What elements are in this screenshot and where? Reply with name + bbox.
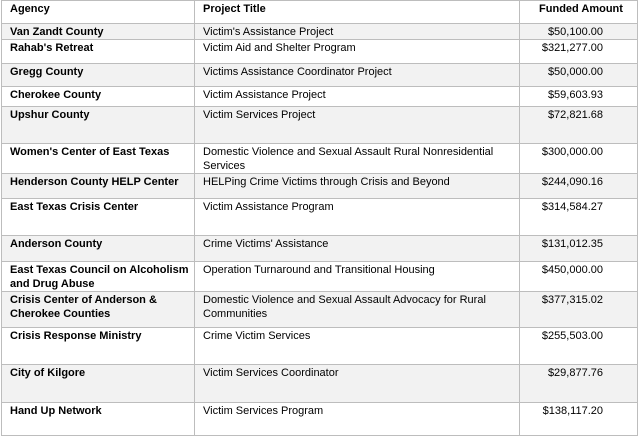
- table-row: [2, 24, 638, 40]
- project-title-cell: Victim Aid and Shelter Program: [195, 40, 520, 64]
- project-title-cell: Operation Turnaround and Transitional Housing: [195, 262, 520, 292]
- agency-cell: Crisis Response Ministry: [2, 328, 195, 365]
- agency-cell: Rahab's Retreat: [2, 40, 195, 64]
- project-title-cell: Victim Assistance Program: [195, 199, 520, 236]
- funded-amount-cell: $59,603.93: [520, 87, 638, 107]
- agency-cell: Gregg County: [2, 64, 195, 87]
- agency-cell: City of Kilgore: [2, 365, 195, 403]
- funded-amount-cell: $244,090.16: [520, 174, 638, 199]
- table-row: [2, 40, 638, 64]
- table-row: [2, 365, 638, 403]
- agency-header: Agency: [2, 1, 195, 24]
- project-title-cell: Domestic Violence and Sexual Assault Advocacy for Rural Communities: [195, 292, 520, 328]
- agency-cell: Henderson County HELP Center: [2, 174, 195, 199]
- table-row: [2, 292, 638, 328]
- funded-amount-cell: $321,277.00: [520, 40, 638, 64]
- agency-cell: East Texas Crisis Center: [2, 199, 195, 236]
- table-row: [2, 174, 638, 199]
- funding-table: [1, 0, 638, 436]
- table-row: [2, 236, 638, 262]
- agency-cell: East Texas Council on Alcoholism and Drug Abuse: [2, 262, 195, 292]
- agency-cell: Hand Up Network: [2, 403, 195, 436]
- table-row: [2, 64, 638, 87]
- table-row: [2, 262, 638, 292]
- funded-amount-cell: $377,315.02: [520, 292, 638, 328]
- project-title-cell: Crime Victims' Assistance: [195, 236, 520, 262]
- table-row: [2, 328, 638, 365]
- table-row: [2, 144, 638, 174]
- agency-cell: Anderson County: [2, 236, 195, 262]
- funded-amount-cell: $255,503.00: [520, 328, 638, 365]
- project-title-cell: Crime Victim Services: [195, 328, 520, 365]
- table-row: [2, 199, 638, 236]
- funded-amount-cell: $50,000.00: [520, 64, 638, 87]
- project-title-cell: Victim Services Project: [195, 107, 520, 144]
- funded-amount-header: Funded Amount: [520, 1, 638, 24]
- table-row: [2, 107, 638, 144]
- agency-cell: Upshur County: [2, 107, 195, 144]
- funded-amount-cell: $138,117.20: [520, 403, 638, 436]
- agency-cell: Crisis Center of Anderson & Cherokee Counties: [2, 292, 195, 328]
- agency-cell: Women's Center of East Texas: [2, 144, 195, 174]
- project-title-cell: HELPing Crime Victims through Crisis and Beyond: [195, 174, 520, 199]
- table-row: [2, 87, 638, 107]
- project-title-cell: Victim Services Program: [195, 403, 520, 436]
- table-row: [2, 403, 638, 436]
- header-row: [2, 1, 638, 24]
- project-title-cell: Domestic Violence and Sexual Assault Rural Nonresidential Services: [195, 144, 520, 174]
- project-title-cell: Victims Assistance Coordinator Project: [195, 64, 520, 87]
- agency-cell: Van Zandt County: [2, 24, 195, 40]
- funded-amount-cell: $50,100.00: [520, 24, 638, 40]
- funded-amount-cell: $29,877.76: [520, 365, 638, 403]
- project-title-cell: Victim Services Coordinator: [195, 365, 520, 403]
- funded-amount-cell: $72,821.68: [520, 107, 638, 144]
- agency-cell: Cherokee County: [2, 87, 195, 107]
- funded-amount-cell: $314,584.27: [520, 199, 638, 236]
- project-title-header: Project Title: [195, 1, 520, 24]
- funded-amount-cell: $131,012.35: [520, 236, 638, 262]
- project-title-cell: Victim Assistance Project: [195, 87, 520, 107]
- funded-amount-cell: $300,000.00: [520, 144, 638, 174]
- project-title-cell: Victim's Assistance Project: [195, 24, 520, 40]
- funded-amount-cell: $450,000.00: [520, 262, 638, 292]
